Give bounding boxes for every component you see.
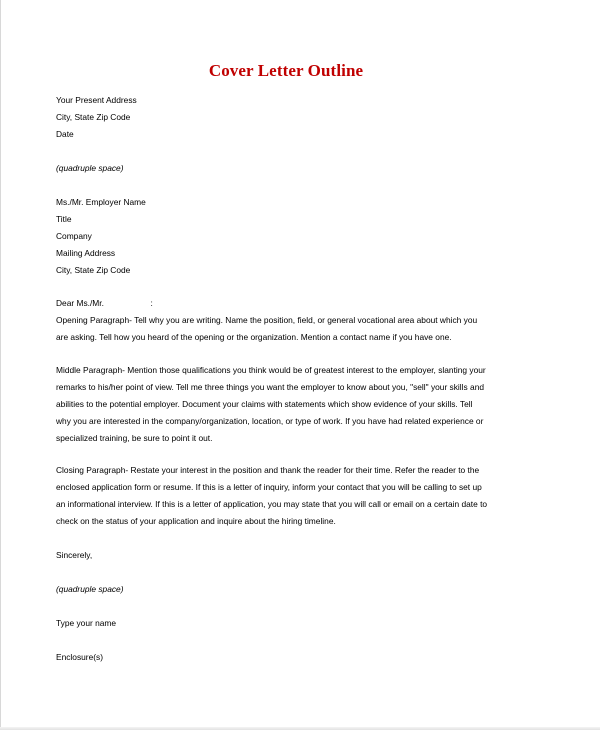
paragraph-line: enclosed application form or resume. If this is a letter of inquiry, inform your contact that you will be calling to set up: [56, 482, 482, 492]
sender-date: Date: [56, 129, 74, 139]
recipient-title: Title: [56, 214, 72, 224]
paragraph-line: specialized training, be sure to point it out.: [56, 433, 213, 443]
paragraph-line: Middle Paragraph- Mention those qualifications you think would be of greatest interest to the employer, slanting your: [56, 365, 486, 375]
paragraph-line: check on the status of your application and inquire about the hiring timeline.: [56, 516, 336, 526]
sender-address-block: [56, 92, 526, 143]
paragraph-line: are asking. Tell how you heard of the opening or the organization. Mention a contact name if you have one.: [56, 332, 452, 342]
paragraph-line: abilities to the potential employer. Document your claims with statements which show evidence of your skills. Tell: [56, 399, 473, 409]
recipient-address-block: [56, 194, 526, 279]
enclosure-line: Enclosure(s): [56, 652, 104, 662]
opening-paragraph: [56, 312, 526, 346]
page-left-edge: [0, 0, 1, 730]
complimentary-close: Sincerely,: [56, 550, 93, 560]
recipient-mailing-address: Mailing Address: [56, 248, 116, 258]
recipient-name: Ms./Mr. Employer Name: [56, 197, 146, 207]
salutation: Dear Ms./Mr. :: [56, 298, 153, 308]
document-title: Cover Letter Outline: [208, 61, 364, 80]
spacing-note-bottom: (quadruple space): [56, 584, 124, 594]
paragraph-line: an informational interview. If this is a letter of application, you may state that you will call or email on a certain date to: [56, 499, 488, 509]
recipient-city-state-zip: City, State Zip Code: [56, 265, 131, 275]
paragraph-line: Opening Paragraph- Tell why you are writing. Name the position, field, or general vocational area about which you: [56, 315, 478, 325]
signature-line: Type your name: [56, 618, 117, 628]
closing-paragraph: [56, 462, 526, 530]
middle-paragraph: [56, 362, 526, 447]
sender-address-line: Your Present Address: [56, 95, 137, 105]
paragraph-line: remarks to his/her point of view. Tell me three things you want the employer to know about you, "sell" your skills and: [56, 382, 485, 392]
paragraph-line: Closing Paragraph- Restate your interest in the position and thank the reader for their time. Refer the reader to the: [56, 465, 480, 475]
paragraph-line: why you are interested in the company/organization, location, or type of work. If you have had related experience or: [56, 416, 484, 426]
spacing-note-top: (quadruple space): [56, 163, 124, 173]
sender-city-state-zip: City, State Zip Code: [56, 112, 131, 122]
recipient-company: Company: [56, 231, 92, 241]
